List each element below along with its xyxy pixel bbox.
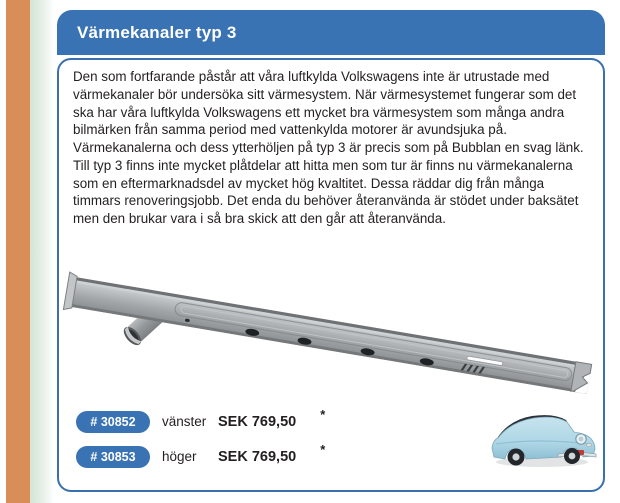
part-number-badge: # 30853	[76, 446, 150, 468]
price-row-left	[76, 407, 325, 431]
price-row-right	[76, 442, 325, 466]
side-label: höger	[162, 449, 197, 465]
catalog-section	[57, 10, 605, 492]
part-number-badge: # 30852	[76, 411, 150, 433]
product-photo-heat-channel-image	[59, 243, 603, 405]
left-stripe-orange	[6, 0, 30, 503]
car-photo-vw-type3-image	[488, 404, 600, 472]
footnote-asterisk: *	[320, 407, 326, 422]
page-title: Värmekanaler typ 3	[77, 22, 237, 42]
left-stripe-mint	[30, 0, 54, 503]
section-header	[57, 10, 605, 55]
footnote-asterisk: *	[320, 442, 326, 457]
price-label: SEK 769,50	[218, 413, 297, 430]
price-label: SEK 769,50	[218, 448, 297, 465]
side-label: vänster	[162, 414, 207, 430]
section-body-panel	[57, 58, 605, 492]
description-text: Den som fortfarande påstår att våra luftkylda Volkswagens inte är utrustade med värmekanaler bör undersöka sitt värmesystem. När värmesystemet fungerar som det ska har våra luftkylda Volkswagens ett mycket bra värmesystem som många andra bilmärken från samma period med vattenkylda motorer är avundsjuka på. Värmekanalerna och dess ytterhöljen på typ 3 är precis som på Bubblan en svag länk. Till typ 3 finns inte mycket plåtdelar att hitta men som tur är finns nu värmekanalerna som en eftermarknadsdel av mycket hög kvaltitet. Dessa räddar dig från många timmars renoveringsjobb. Det enda du behöver återanvända är stödet under baksätet men den brukar vara i så bra skick att den går att återanvända.	[73, 69, 584, 226]
